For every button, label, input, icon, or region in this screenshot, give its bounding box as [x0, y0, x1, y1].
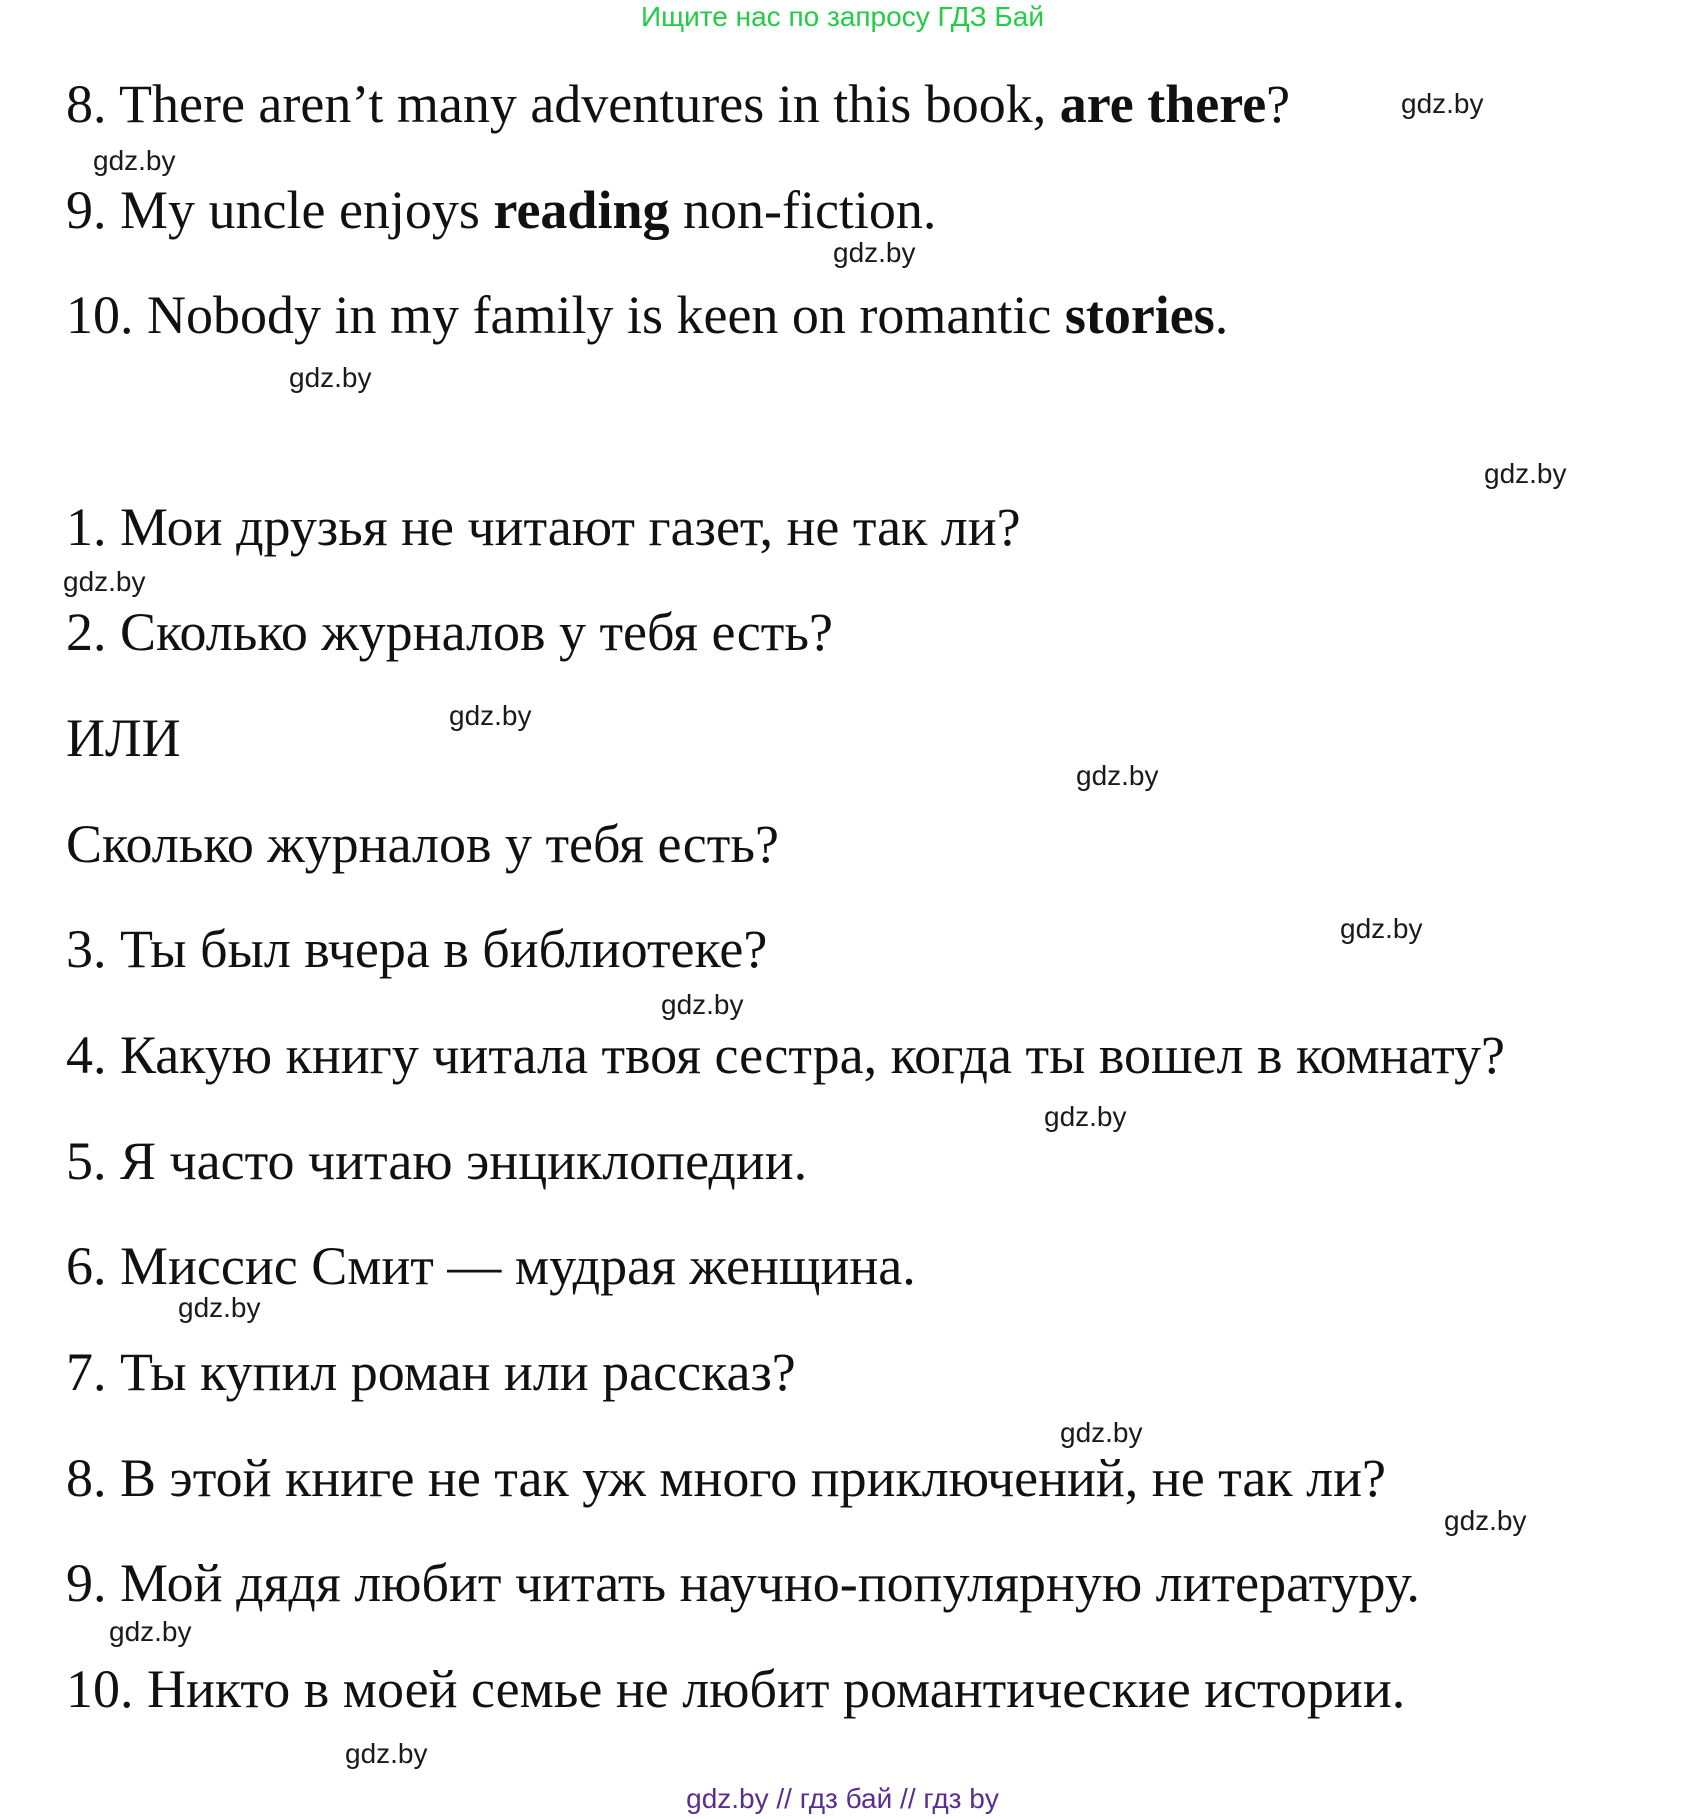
- watermark: gdz.by: [1401, 88, 1484, 119]
- english-sentence-9: [66, 178, 936, 242]
- sentence-answer: are there: [1059, 74, 1267, 134]
- russian-sentence-1: 1. Мои друзья не читают газет, не так ли?: [66, 497, 1021, 557]
- watermark: gdz.by: [178, 1292, 261, 1323]
- russian-sentence-3: 3. Ты был вчера в библиотеке?: [66, 919, 768, 979]
- watermark: gdz.by: [1076, 760, 1159, 791]
- watermark: gdz.by: [93, 145, 176, 176]
- english-sentence-10: [66, 283, 1228, 347]
- footer-links[interactable]: gdz.by // гдз бай // гдз by: [686, 1783, 999, 1814]
- russian-sentence-2: 2. Сколько журналов у тебя есть?: [66, 602, 833, 662]
- russian-sentence-2-alt: Сколько журналов у тебя есть?: [66, 814, 779, 874]
- watermark: gdz.by: [1340, 913, 1423, 944]
- russian-sentence-8: 8. В этой книге не так уж много приключений, не так ли?: [66, 1448, 1386, 1508]
- watermark: gdz.by: [449, 700, 532, 731]
- watermark: gdz.by: [1044, 1101, 1127, 1132]
- watermark: gdz.by: [1444, 1505, 1527, 1536]
- watermark: gdz.by: [345, 1738, 428, 1769]
- sentence-text: 8. There aren’t many adventures in this book,: [66, 74, 1060, 134]
- sentence-answer: reading: [493, 180, 670, 240]
- watermark: gdz.by: [1484, 458, 1567, 489]
- english-sentence-8: [66, 72, 1290, 136]
- sentence-text-end: ?: [1266, 74, 1291, 134]
- sentence-answer: stories: [1064, 285, 1215, 345]
- sentence-text: 10. Nobody in my family is keen on romantic: [66, 285, 1065, 345]
- watermark: gdz.by: [109, 1616, 192, 1647]
- watermark: gdz.by: [833, 237, 916, 268]
- russian-sentence-6: 6. Миссис Смит — мудрая женщина.: [66, 1236, 916, 1296]
- top-banner[interactable]: Ищите нас по запросу ГДЗ Бай: [640, 1, 1045, 32]
- russian-sentence-5: 5. Я часто читаю энциклопедии.: [66, 1131, 808, 1191]
- sentence-text: 9. My uncle enjoys: [66, 180, 494, 240]
- watermark: gdz.by: [661, 989, 744, 1020]
- watermark: gdz.by: [289, 362, 372, 393]
- watermark: gdz.by: [1060, 1417, 1143, 1448]
- russian-sentence-10: 10. Никто в моей семье не любит романтические истории.: [66, 1659, 1406, 1719]
- russian-sentence-4: 4. Какую книгу читала твоя сестра, когда ты вошел в комнату?: [66, 1025, 1505, 1085]
- watermark: gdz.by: [63, 566, 146, 597]
- sentence-text-end: non-fiction.: [669, 180, 937, 240]
- sentence-text-end: .: [1214, 285, 1229, 345]
- russian-sentence-7: 7. Ты купил роман или рассказ?: [66, 1342, 796, 1402]
- russian-or: ИЛИ: [66, 708, 181, 768]
- russian-sentence-9: 9. Мой дядя любит читать научно-популярную литературу.: [66, 1553, 1420, 1613]
